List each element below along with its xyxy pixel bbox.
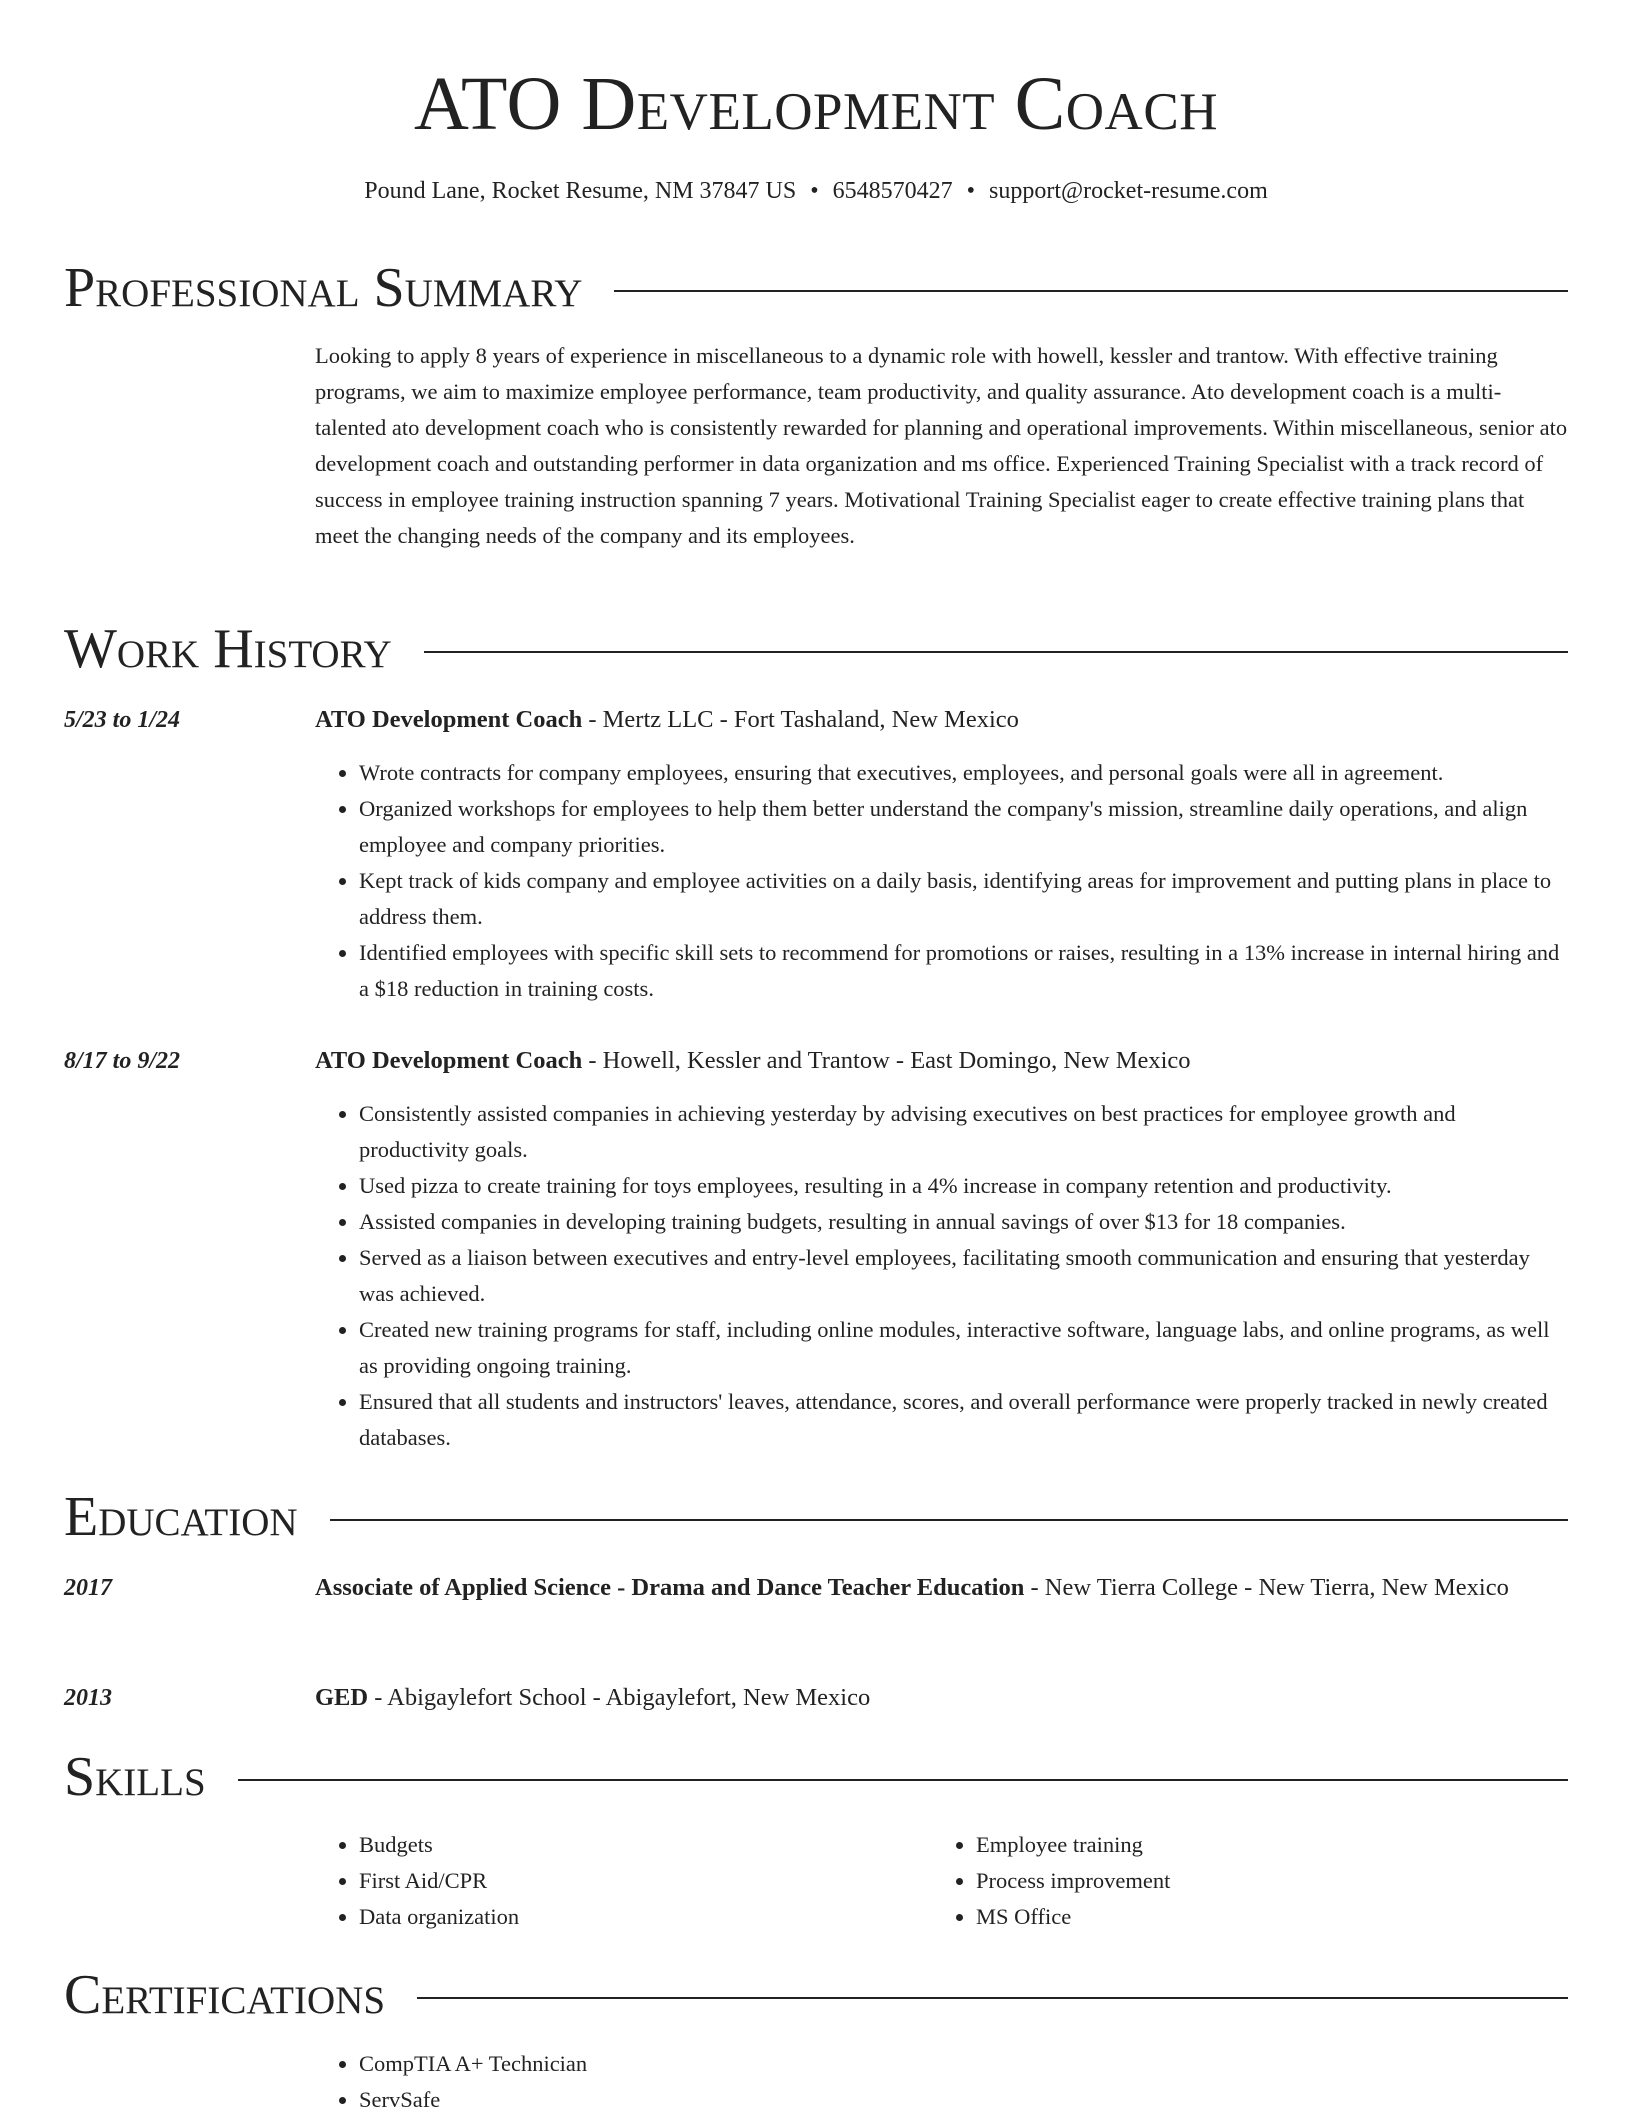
contact-address: Pound Lane, Rocket Resume, NM 37847 US <box>364 178 797 204</box>
list-item: • Kept track of kids company and employee activities on a daily basis, identifying areas for improvement and putting plans in place to address them. <box>359 863 1568 935</box>
education-details: - New Tierra College - New Tierra, New Mexico <box>1024 1574 1509 1601</box>
contact-separator: • <box>810 178 819 204</box>
contact-email: support@rocket-resume.com <box>989 178 1268 204</box>
work-history-section-header <box>64 617 1568 681</box>
list-item: • Identified employees with specific skill sets to recommend for promotions or raises, resulting in a 13% increase in internal hiring and a $18 reduction in training costs. <box>359 935 1568 1007</box>
section-title: Certifications <box>64 1964 386 2026</box>
contact-separator: • <box>966 178 976 204</box>
list-item: • Organized workshops for employees to help them better understand the company's mission, streamline daily operations, and align employee and company priorities. <box>359 791 1568 863</box>
list-item: • Ensured that all students and instructors' leaves, attendance, scores, and overall performance were properly tracked in newly created databases. <box>359 1384 1568 1456</box>
skills-section-header <box>64 1745 1568 1809</box>
section-title: Education <box>64 1486 298 1548</box>
skill-item: • Budgets <box>359 1827 915 1863</box>
skill-item: • Data organization <box>359 1899 915 1935</box>
education-year: 2013 <box>64 1685 112 1711</box>
job-details: - Howell, Kessler and Trantow - East Domingo, New Mexico <box>582 1047 1191 1074</box>
education-details: - Abigaylefort School - Abigaylefort, New Mexico <box>368 1684 871 1711</box>
section-divider <box>417 1997 1568 1999</box>
section-divider <box>424 651 1568 653</box>
skill-item: • MS Office <box>976 1899 1568 1935</box>
page-title: ATO Development Coach <box>414 62 1218 146</box>
list-item: • Used pizza to create training for toys employees, resulting in a 4% increase in company retention and productivity. <box>359 1168 1568 1204</box>
skill-item: • Process improvement <box>976 1863 1568 1899</box>
education-entry <box>315 1568 1568 1608</box>
job-title: ATO Development Coach <box>315 1047 583 1074</box>
summary-section-header <box>64 256 1568 320</box>
certifications-section-header <box>64 1963 1568 2027</box>
job-details: - Mertz LLC - Fort Tashaland, New Mexico <box>582 706 1019 733</box>
section-title: Professional Summary <box>64 257 583 319</box>
section-title: Skills <box>64 1746 206 1808</box>
list-item: • Wrote contracts for company employees, ensuring that executives, employees, and personal goals were all in agreement. <box>359 755 1568 791</box>
skills-list-left <box>315 1827 915 1935</box>
job-dates: 8/17 to 9/22 <box>64 1048 181 1074</box>
education-year: 2017 <box>64 1575 112 1601</box>
section-title: Work History <box>64 618 392 680</box>
list-item: • Assisted companies in developing training budgets, resulting in annual savings of over $13 for 18 companies. <box>359 1204 1568 1240</box>
job-dates: 5/23 to 1/24 <box>64 707 181 733</box>
job-heading <box>315 700 1568 740</box>
section-divider <box>614 290 1568 292</box>
list-item: • Consistently assisted companies in achieving yesterday by advising executives on best practices for employee growth and productivity goals. <box>359 1096 1568 1168</box>
certification-item: • ServSafe <box>359 2082 1568 2118</box>
skill-item: • Employee training <box>976 1827 1568 1863</box>
job-bullet-list <box>315 755 1568 1007</box>
certification-item: • CompTIA A+ Technician <box>359 2046 1568 2082</box>
summary-text: Looking to apply 8 years of experience in miscellaneous to a dynamic role with howell, kessler and trantow. With effective training programs, we aim to maximize employee performance, team productivity, and quality assurance. Ato development coach is a multi-talented ato development coach who is consistently rewarded for planning and operational improvements. Within miscellaneous, senior ato development coach and outstanding performer in data organization and ms office. Experienced Training Specialist with a track record of success in employee training instruction spanning 7 years. Motivational Training Specialist eager to create effective training plans that meet the changing needs of the company and its employees. <box>315 343 1568 548</box>
job-title: ATO Development Coach <box>315 706 583 733</box>
list-item: • Created new training programs for staff, including online modules, interactive software, language labs, and online programs, as well as providing ongoing training. <box>359 1312 1568 1384</box>
job-heading <box>315 1041 1568 1081</box>
education-section-header <box>64 1485 1568 1549</box>
contact-phone: 6548570427 <box>832 178 953 204</box>
education-degree: GED <box>315 1684 369 1711</box>
education-entry <box>315 1678 1568 1718</box>
job-bullet-list <box>315 1096 1568 1456</box>
section-divider <box>238 1779 1568 1781</box>
contact-line <box>64 173 1568 209</box>
section-divider <box>330 1519 1568 1521</box>
education-degree: Associate of Applied Science - Drama and Dance Teacher Education <box>315 1574 1025 1601</box>
certifications-list <box>315 2046 1568 2118</box>
skills-list-right <box>932 1827 1568 1935</box>
list-item: • Served as a liaison between executives and entry-level employees, facilitating smooth communication and ensuring that yesterday was achieved. <box>359 1240 1568 1312</box>
skill-item: • First Aid/CPR <box>359 1863 915 1899</box>
